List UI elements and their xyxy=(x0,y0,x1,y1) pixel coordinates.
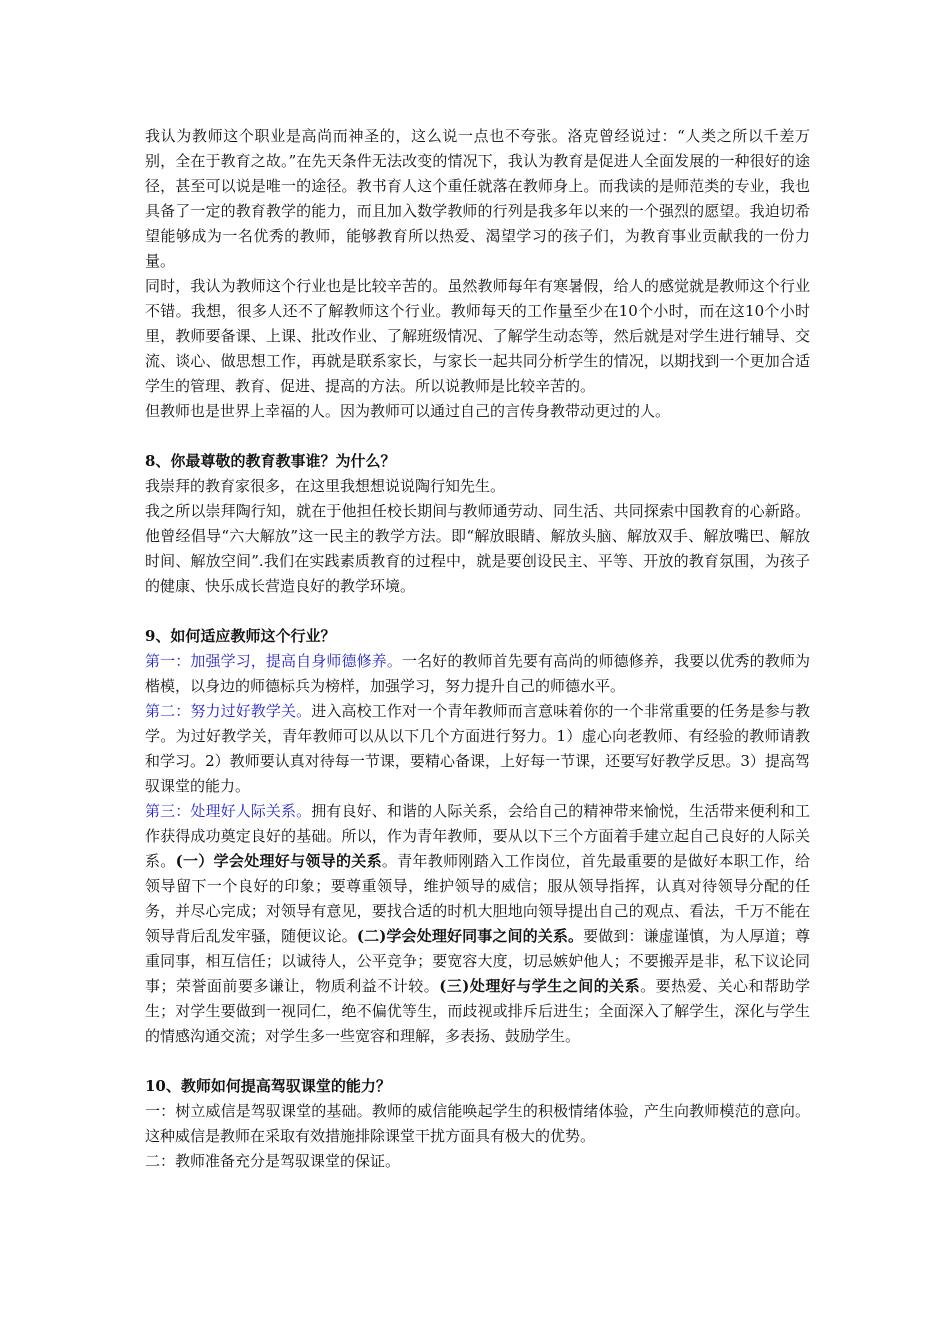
q9-third-text-4: 。要热爱、关心和帮助学生；对学生要做到一视同仁，绝不偏优等生，而歧视或排斥后进生；全面深入了解学生，深化与学生的情感沟通交流；对学生多一些宽容和理解，多表扬、鼓励学生。 xyxy=(145,977,810,1045)
q10-paragraph-1: 一：树立威信是驾驭课堂的基础。教师的威信能唤起学生的积极情绪体验，产生向教师模范的意向。这种威信是教师在采取有效措施排除课堂干扰方面具有极大的优势。 xyxy=(145,1102,810,1145)
q9-second-point xyxy=(145,699,810,799)
document-page xyxy=(145,124,810,1174)
q9-third-point xyxy=(145,799,810,1049)
q9-third-bold-1: (一）学会处理好与领导的关系 xyxy=(175,852,382,870)
q9-second-label: 第二：努力过好教学关。 xyxy=(145,702,312,720)
q9-first-label: 第一：加强学习，提高自身师德修养。 xyxy=(145,652,402,670)
q8-heading: 8、你最尊敬的教育教事谁？为什么？ xyxy=(145,452,396,470)
section-gap xyxy=(145,424,810,449)
q9-third-bold-2: (二)学会处理好同事之间的关系。 xyxy=(356,927,584,945)
q9-third-label: 第三：处理好人际关系。 xyxy=(145,802,312,820)
q9-third-text-3: 要做到：谦虚谨慎，为人厚道；尊重同事，相互信任；以诚待人，公平竞争；要宽容大度，切忌嫉妒他人；不要搬弄是非，私下议论同事；荣誉面前要多谦让，物质利益不计较。 xyxy=(145,927,810,995)
q9-heading: 9、如何适应教师这个行业？ xyxy=(145,627,336,645)
q9-third-text-2: 。青年教师刚踏入工作岗位，首先最重要的是做好本职工作，给领导留下一个良好的印象；要尊重领导，维护领导的威信；服从领导指挥，认真对待领导分配的任务，并尽心完成；对领导有意见，要找合适的时机大胆地向领导提出自己的观点、看法，千万不能在领导背后乱发牢骚，随便议论。 xyxy=(145,852,810,945)
section-gap xyxy=(145,1049,810,1074)
q9-first-text: 一名好的教师首先要有高尚的师德修养，我要以优秀的教师为楷模，以身边的师德标兵为榜样，加强学习，努力提升自己的师德水平。 xyxy=(145,652,810,695)
q8-paragraph-1: 我崇拜的教育家很多，在这里我想想说说陶行知先生。 xyxy=(145,477,506,495)
q10-heading: 10、教师如何提高驾驭课堂的能力？ xyxy=(145,1077,391,1095)
q9-third-bold-3: (三)处理好与学生之间的关系 xyxy=(439,977,641,995)
q9-first-point xyxy=(145,649,810,699)
intro-paragraph-3: 但教师也是世界上幸福的人。因为教师可以通过自己的言传身教带动更过的人。 xyxy=(145,402,671,420)
q9-third-text-1: 拥有良好、和谐的人际关系，会给自己的精神带来愉悦，生活带来便利和工作获得成功奠定良好的基础。所以，作为青年教师，要从以下三个方面着手建立起自己良好的人际关系。 xyxy=(145,802,810,870)
section-gap xyxy=(145,599,810,624)
q10-paragraph-2: 二：教师准备充分是驾驭课堂的保证。 xyxy=(145,1152,401,1170)
intro-paragraph-1: 我认为教师这个职业是高尚而神圣的，这么说一点也不夸张。洛克曾经说过：“人类之所以千差万别，全在于教育之故。”在先天条件无法改变的情况下，我认为教育是促进人全面发展的一种很好的途径，甚至可以说是唯一的途径。教书育人这个重任就落在教师身上。而我读的是师范类的专业，我也具备了一定的教育教学的能力，而且加入数学教师的行列是我多年以来的一个强烈的愿望。我迫切希望能够成为一名优秀的教师，能够教育所以热爱、渴望学习的孩子们，为教育事业贡献我的一份力量。 xyxy=(145,127,810,270)
q8-paragraph-2: 我之所以崇拜陶行知，就在于他担任校长期间与教师通劳动、同生活、共同探索中国教育的心新路。他曾经倡导“六大解放”这一民主的教学方法。即“解放眼睛、解放头脑、解放双手、解放嘴巴、解放时间、解放空间”.我们在实践素质教育的过程中，就是要创设民主、平等、开放的教育氛围，为孩子的健康、快乐成长营造良好的教学环境。 xyxy=(145,502,810,595)
intro-paragraph-2: 同时，我认为教师这个行业也是比较辛苦的。虽然教师每年有寒暑假，给人的感觉就是教师这个行业不错。我想，很多人还不了解教师这个行业。教师每天的工作量至少在10个小时，而在这10个小时里，教师要备课、上课、批改作业、了解班级情况、了解学生动态等，然后就是对学生进行辅导、交流、谈心、做思想工作，再就是联系家长，与家长一起共同分析学生的情况，以期找到一个更加合适学生的管理、教育、促进、提高的方法。所以说教师是比较辛苦的。 xyxy=(145,277,810,395)
q9-second-text: 进入高校工作对一个青年教师而言意味着你的一个非常重要的任务是参与教学。为过好教学关，青年教师可以从以下几个方面进行努力。1）虚心向老教师、有经验的教师请教和学习。2）教师要认真对待每一节课，要精心备课，上好每一节课，还要写好教学反思。3）提高驾驭课堂的能力。 xyxy=(145,702,810,795)
